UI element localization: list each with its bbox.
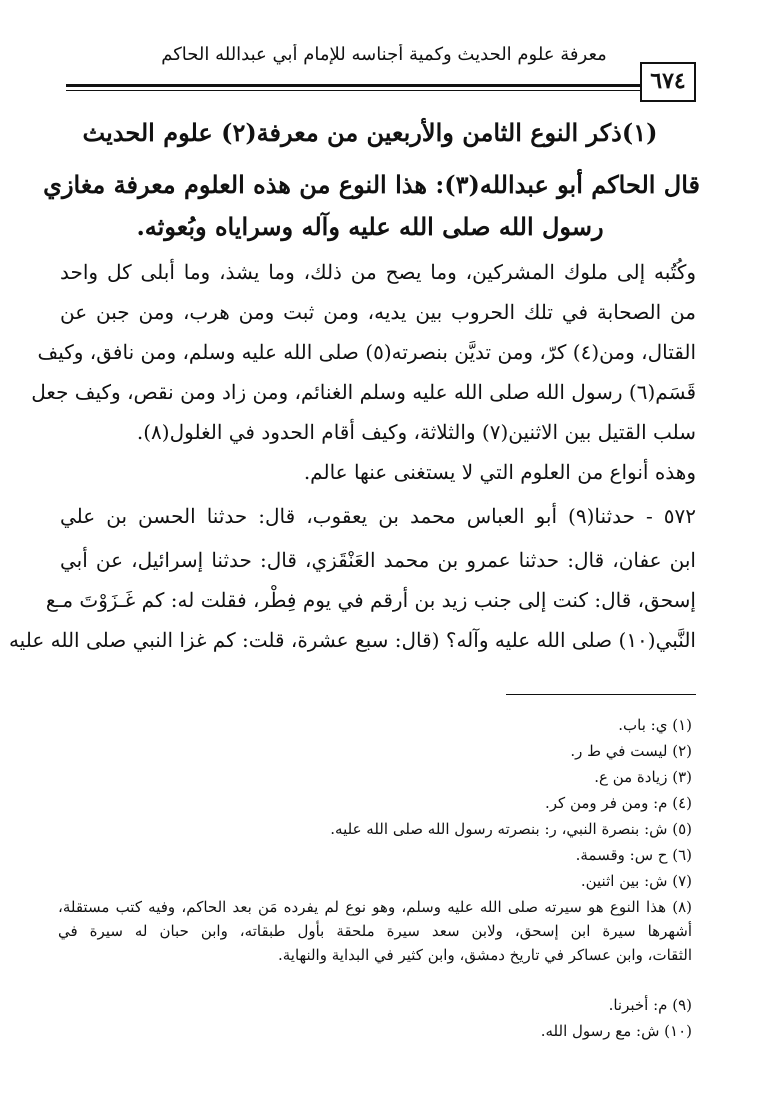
footnote-4: (٤) م: ومن فر ومن كر.: [545, 794, 692, 812]
section-heading-line-1: (١)ذكر النوع الثامن والأربعين من معرفة(٢) علوم الحديث: [82, 118, 658, 147]
footnote-8: (٨) هذا النوع هو سيرته صلى الله عليه وسلم، وهو نوع لم يفرده مَن بعد الحاكم، وفيه كتب مستقلة،: [58, 898, 692, 916]
hadith-line: ابن عفان، قال: حدثنا عمرو بن محمد العَنْقَزي، قال: حدثنا إسرائيل، عن أبي: [60, 548, 696, 572]
footnote-8-continued: الثقات، وابن عساكر في تاريخ دمشق، وابن كثير في البداية والنهاية.: [277, 946, 692, 964]
body-line: وكُتُبه إلى ملوك المشركين، وما يصح من ذلك، وما يشذ، وما أبلى كل واحد: [60, 260, 696, 284]
body-line: من الصحابة في تلك الحروب بين يديه، ومن ثبت ومن هرب، ومن جبن عن: [60, 300, 696, 324]
page-number: ٦٧٤: [640, 62, 696, 102]
header-rule: [66, 84, 652, 87]
footnote-7: (٧) ش: بين اثنين.: [580, 872, 692, 890]
footnote-5: (٥) ش: بنصرة النبي، ر: بنصرته رسول الله صلى الله عليه.: [330, 820, 692, 838]
footnote-3: (٣) زيادة من ع.: [594, 768, 692, 786]
hadith-line: ٥٧٢ - حدثنا(٩) أبو العباس محمد بن يعقوب، قال: حدثنا الحسن بن علي: [60, 504, 697, 528]
footnote-9: (٩) م: أخبرنا.: [608, 996, 692, 1014]
footnote-2: (٢) ليست في ط ر.: [570, 742, 692, 760]
section-heading-line-2: قال الحاكم أبو عبدالله(٣): هذا النوع من هذه العلوم معرفة مغازي: [43, 170, 700, 199]
footnote-6: (٦) ح س: وقسمة.: [575, 846, 692, 864]
running-header: معرفة علوم الحديث وكمية أجناسه للإمام أبي عبدالله الحاكم: [161, 44, 607, 65]
footnote-separator: [506, 694, 696, 695]
body-line: سلب القتيل بين الاثنين(٧) والثلاثة، وكيف أقام الحدود في الغلول(٨).: [136, 420, 696, 444]
footnote-10: (١٠) ش: مع رسول الله.: [540, 1022, 692, 1040]
body-line: القتال، ومن(٤) كرّ، ومن تديَّن بنصرته(٥) صلى الله عليه وسلم، ومن نافق، وكيف: [37, 340, 696, 364]
hadith-line: إسحق، قال: كنت إلى جنب زيد بن أرقم في يوم فِطْر، فقلت له: كم غَـزَوْتَ مـع: [45, 588, 696, 612]
footnote-8-continued: أشهرها سيرة ابن إسحق، ولابن سعد سيرة ملحقة بأول طبقاته، وابن حبان له سيرة في: [58, 922, 692, 940]
footnote-1: (١) ي: باب.: [618, 716, 692, 734]
header-rule-thin: [66, 90, 652, 91]
body-line: وهذه أنواع من العلوم التي لا يستغنى عنها عالم.: [303, 460, 696, 484]
section-heading-line-3: رسول الله صلى الله عليه وآله وسراياه وبُعوثه.: [136, 212, 604, 241]
hadith-line: النَّبي(١٠) صلى الله عليه وآله؟ (قال: سبع عشرة، قلت: كم غزا النبي صلى الله عليه: [8, 628, 696, 652]
body-line: قَسَم(٦) رسول الله صلى الله عليه وسلم الغنائم، ومن زاد ومن نقص، وكيف جعل: [31, 380, 696, 404]
